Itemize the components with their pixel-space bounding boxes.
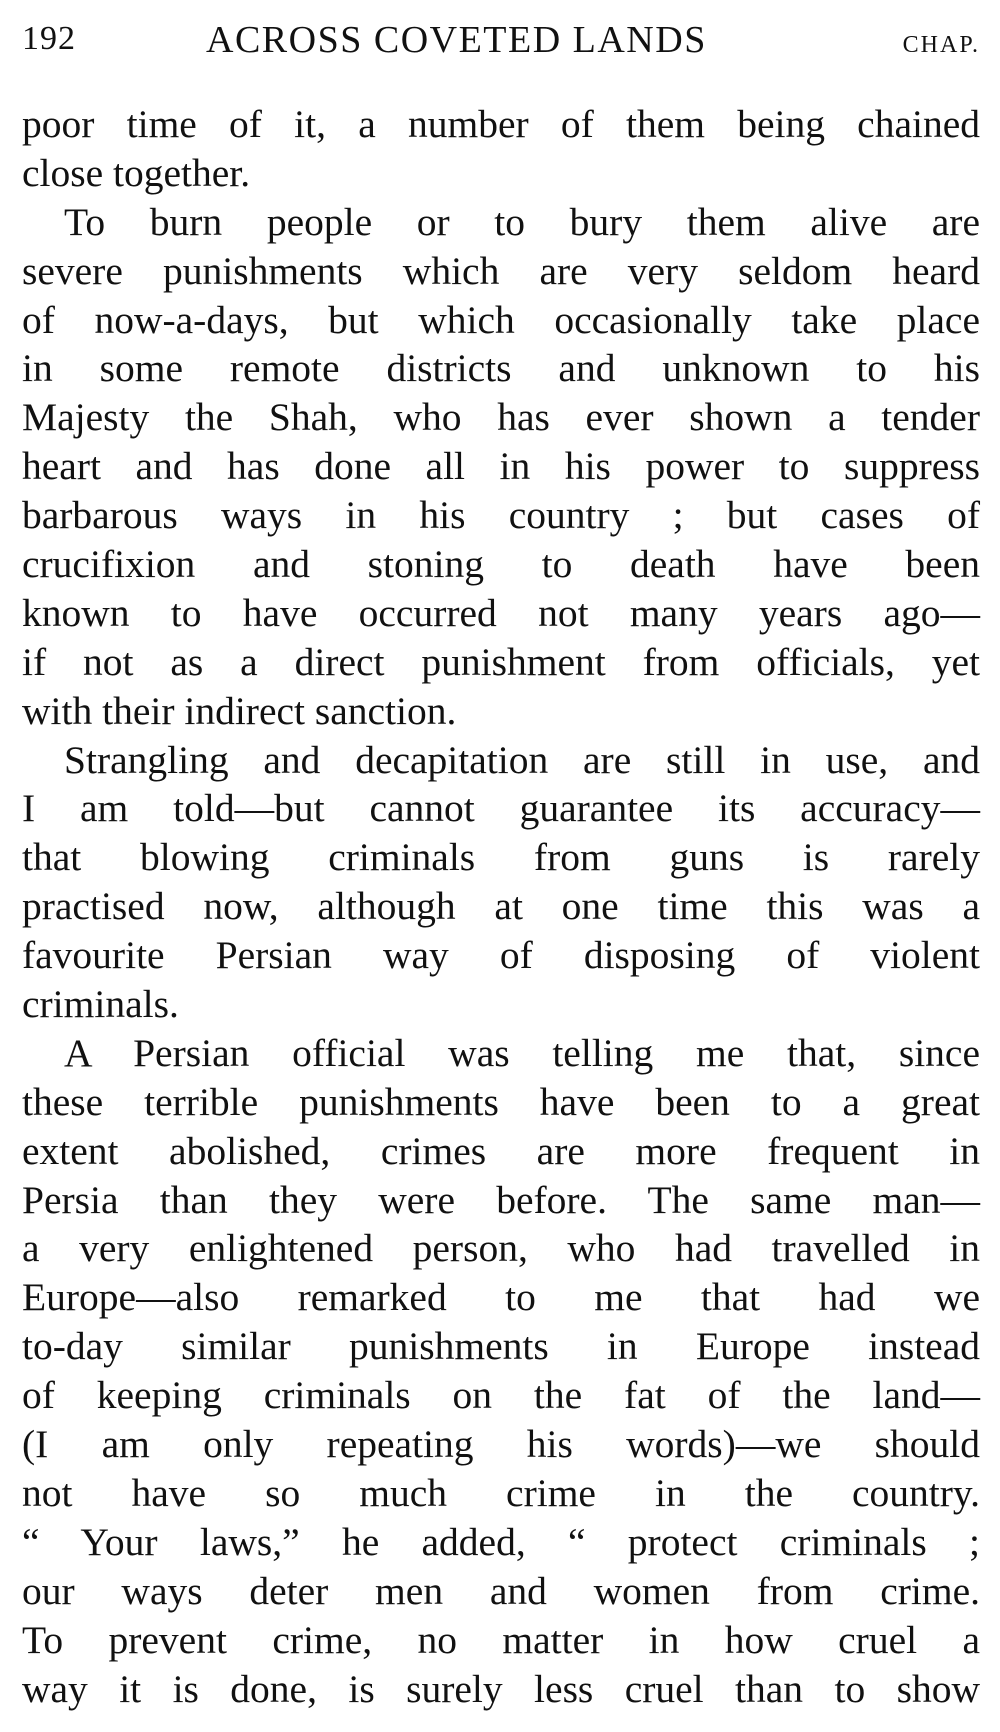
- text-line: heart and has done all in his power to suppress: [22, 444, 980, 489]
- text-line: Persia than they were before. The same man—: [22, 1177, 980, 1222]
- text-line: our ways deter men and women from crime.: [22, 1568, 980, 1613]
- text-line: A Persian official was telling me that, since: [64, 1030, 980, 1075]
- text-line: barbarous ways in his country ; but cases of: [22, 493, 980, 538]
- text-line: if not as a direct punishment from officials, yet: [22, 639, 980, 684]
- text-line: to-day similar punishments in Europe instead: [22, 1324, 980, 1369]
- text-line: “ Your laws,” he added, “ protect criminals ;: [22, 1519, 980, 1564]
- running-head: [22, 14, 980, 70]
- body-text: [22, 100, 980, 1713]
- text-line: criminals.: [22, 982, 179, 1027]
- paragraph: [22, 1029, 980, 1713]
- text-line: with their indirect sanction.: [22, 688, 457, 733]
- text-line: of keeping criminals on the fat of the land—: [22, 1373, 980, 1418]
- text-line: these terrible punishments have been to a great: [22, 1079, 980, 1124]
- paragraph: [22, 736, 980, 1029]
- text-line: that blowing criminals from guns is rarely: [22, 835, 980, 880]
- text-line: severe punishments which are very seldom heard: [22, 248, 980, 293]
- text-line: known to have occurred not many years ago—: [22, 590, 980, 635]
- text-line: (I am only repeating his words)—we should: [22, 1422, 980, 1467]
- text-line: I am told—but cannot guarantee its accuracy—: [22, 786, 980, 831]
- text-line: Strangling and decapitation are still in use, and: [64, 737, 980, 782]
- text-line: crucifixion and stoning to death have been: [22, 542, 980, 587]
- page-number: 192: [22, 20, 76, 57]
- text-line: close together.: [22, 150, 251, 195]
- text-line: way it is done, is surely less cruel than to show: [22, 1666, 980, 1711]
- text-line: To prevent crime, no matter in how cruel a: [22, 1617, 980, 1662]
- text-line: Majesty the Shah, who has ever shown a tender: [22, 395, 980, 440]
- text-line: Europe—also remarked to me that had we: [22, 1275, 980, 1320]
- text-line: a very enlightened person, who had travelled in: [22, 1226, 980, 1271]
- text-line: practised now, although at one time this was a: [22, 884, 980, 929]
- chapter-label: CHAP.: [902, 32, 980, 58]
- paragraph: [22, 198, 980, 736]
- book-title: ACROSS COVETED LANDS: [206, 19, 707, 61]
- text-line: not have so much crime in the country.: [22, 1470, 980, 1515]
- paragraph: [22, 100, 980, 198]
- text-line: favourite Persian way of disposing of violent: [22, 933, 980, 978]
- text-line: To burn people or to bury them alive are: [64, 199, 980, 244]
- text-line: poor time of it, a number of them being chained: [22, 102, 980, 146]
- text-line: extent abolished, crimes are more frequent in: [22, 1128, 980, 1173]
- text-line: of now-a-days, but which occasionally take place: [22, 297, 980, 342]
- text-line: in some remote districts and unknown to his: [22, 346, 980, 391]
